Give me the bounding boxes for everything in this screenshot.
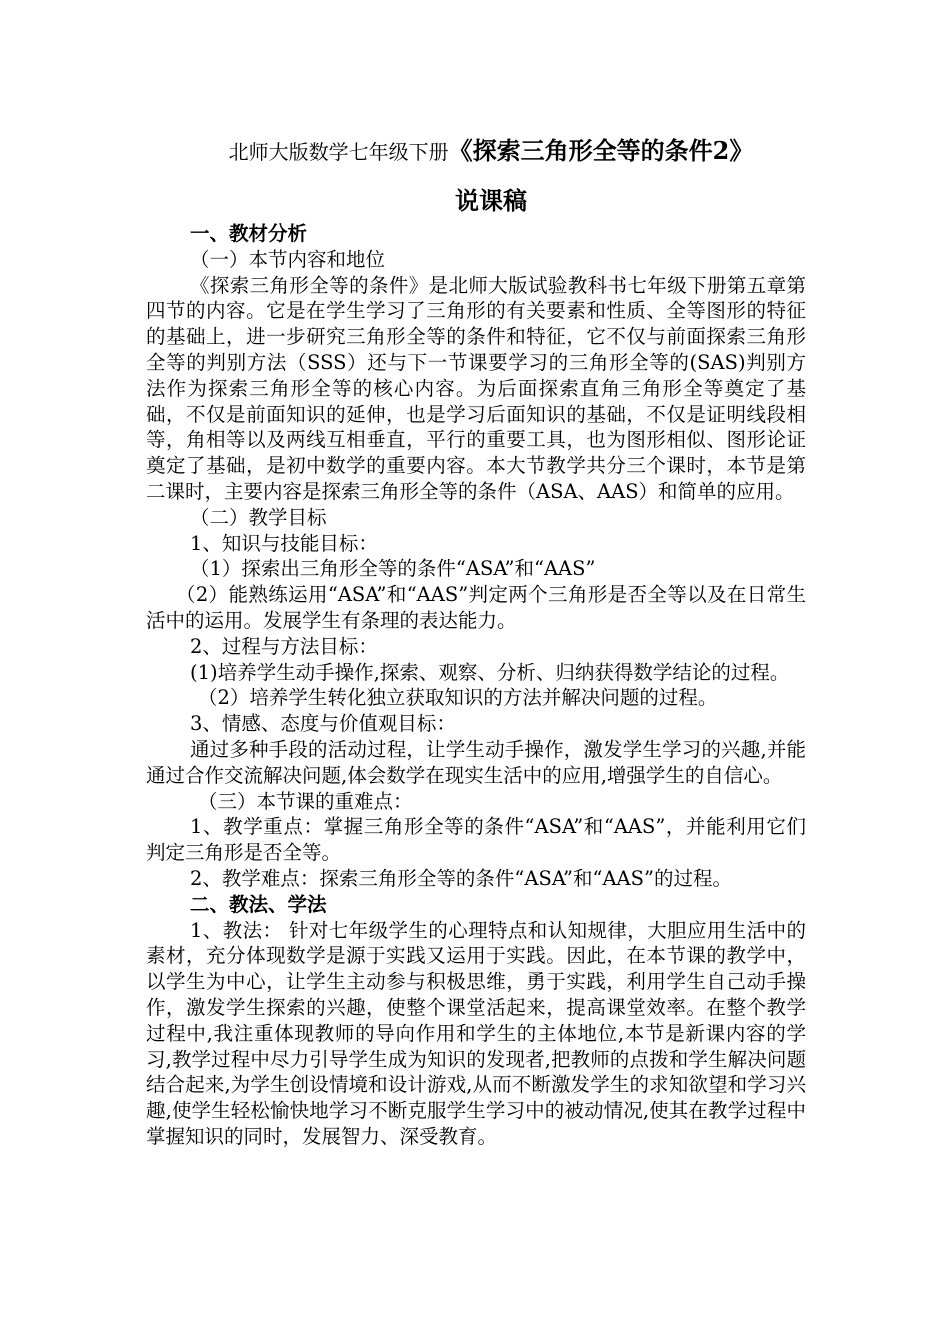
goal-1-item-2: （2）能熟练运用“ASA”和“AAS”判定两个三角形是否全等以及在日常生活中的运用。发展学生有条理的表达能力。 — [146, 583, 806, 632]
document-title — [176, 136, 806, 167]
subsection-heading-1-1: （一）本节内容和地位 — [190, 247, 386, 271]
key-point: 1、教学重点：掌握三角形全等的条件“ASA”和“AAS”，并能利用它们判定三角形是否全等。 — [146, 815, 806, 865]
paragraph-content-position: 《探索三角形全等的条件》是北师大版试验教科书七年级下册第五章第四节的内容。它是在学生学习了三角形的有关要素和性质、全等图形的特征的基础上，进一步研究三角形全等的条件和特征，它不仅与前面探索三角形全等的判别方法（SSS）还与下一节课要学习的三角形全等的(SAS)判别方法作为探索三角形全等的核心内容。为后面探索直角三角形全等奠定了基础，不仅是前面知识的延伸，也是学习后面知识的基础，不仅是证明线段相等，角相等以及两线互相垂直，平行的重要工具，也为图形相似、图形论证奠定了基础，是初中数学的重要内容。本大节教学共分三个课时，本节是第二课时，主要内容是探索三角形全等的条件（ASA、AAS）和简单的应用。 — [146, 273, 806, 503]
teaching-method-paragraph: 1、教法： 针对七年级学生的心理特点和认知规律，大胆应用生活中的素材，充分体现数学是源于实践又运用于实践。因此，在本节课的教学中，以学生为中心，让学生主动参与积极思维，勇于实践，利用学生自己动手操作，激发学生探索的兴趣，使整个课堂活起来，提高课堂效率。在整个教学过程中,我注重体现教师的导向作用和学生的主体地位,本节是新课内容的学习,教学过程中尽力引导学生成为知识的发现者,把教师的点拨和学生解决问题结合起来,为学生创设情境和设计游戏,从而不断激发学生的求知欲望和学习兴趣,使学生轻松愉快地学习不断克服学生学习中的被动情况,使其在教学过程中掌握知识的同时，发展智力、深受教育。 — [146, 918, 806, 1148]
subsection-heading-1-2: （二）教学目标 — [190, 505, 327, 529]
goal-1-heading: 1、知识与技能目标： — [190, 531, 378, 555]
section-heading-2: 二、教法、学法 — [190, 892, 327, 916]
title-prefix: 北师大版数学七年级下册 — [228, 140, 449, 164]
difficult-point: 2、教学难点：探索三角形全等的条件“ASA”和“AAS”的过程。 — [190, 866, 732, 890]
goal-2-item-1: (1)培养学生动手操作,探索、观察、分析、归纳获得数学结论的过程。 — [190, 660, 790, 684]
goal-2-heading: 2、过程与方法目标： — [190, 634, 378, 658]
goal-3-heading: 3、情感、态度与价值观目标： — [190, 712, 456, 736]
goal-3-paragraph: 通过多种手段的活动过程，让学生动手操作，激发学生学习的兴趣,并能通过合作交流解决问题,体会数学在现实生活中的应用,增强学生的自信心。 — [146, 737, 806, 787]
subsection-heading-1-3: （三）本节课的重难点： — [198, 789, 413, 813]
goal-1-item-1: （1）探索出三角形全等的条件“ASA”和“AAS” — [190, 557, 596, 581]
section-heading-1: 一、教材分析 — [190, 222, 308, 245]
goal-2-item-2: （2）培养学生转化独立获取知识的方法并解决问题的过程。 — [198, 686, 718, 710]
document-subtitle: 说课稿 — [455, 186, 527, 215]
title-main: 《探索三角形全等的条件2》 — [448, 136, 754, 165]
